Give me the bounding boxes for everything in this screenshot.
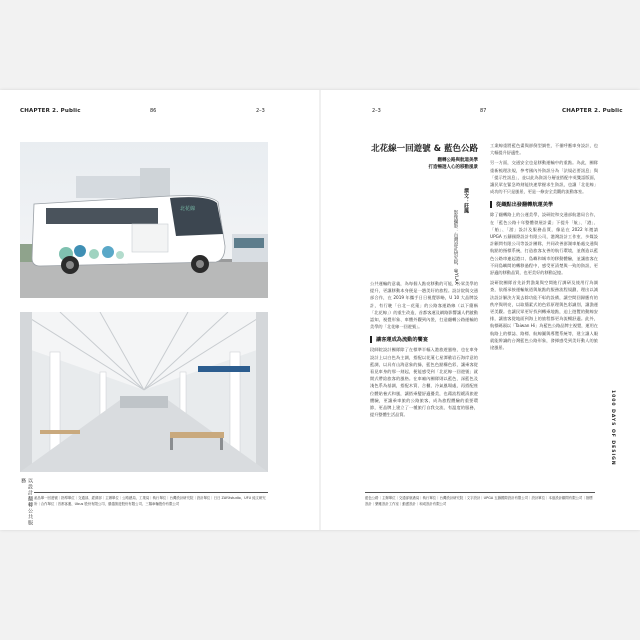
svg-text:北花線: 北花線: [180, 206, 196, 212]
paragraph: 工業線重將藍色畫與卻倒型調性，不僅呼應車身設計，也大幅提升舒適性。: [490, 143, 598, 156]
right-chapter-header: CHAPTER 2. Public: [562, 108, 623, 114]
article-title: 北花線一回遊號 & 藍色公路: [371, 144, 478, 154]
subtitle-line: 打造暢遊人心的移動風景: [428, 165, 478, 170]
right-side-label: 1000 DAYS OF DESIGN: [610, 390, 615, 466]
paragraph: 段師院設計團隊除了在標準半幅入港旅遊風格，也在車身設計上以白色為主調，搭配以花蓮七星潭礁岩石海岸意的藍調，以具有山海意象的綠，藍色色點構色彩，讓乘客從看見車身的那一刻起，便能感受到「北花線一回遊號」就開式帶給旅客的風格。在車廂內團隊則以藍色、深藍色及淺色系為基調，搭配木質、合櫃、冷氣風場處，再搭配座位體貼養式和風，讓搭乘變舒適優美，也藉流程緩清旅遊體驗，更讓乘車旅的公路旅客，成為旅程體驗的重要環節，更品牌上建立了一種旅行自我交流、有溫度的服務，提升整體生活品質。: [370, 347, 478, 418]
book-spread: [0, 90, 640, 530]
book-gutter: [319, 90, 321, 530]
left-chapter-header: CHAPTER 2. Public: [20, 108, 81, 114]
bus-photo: [20, 142, 268, 298]
right-page-number: 87: [480, 108, 487, 114]
article-column-1: [370, 280, 478, 418]
section-heading: 讓客運成為流動的饗宴: [370, 336, 478, 343]
article-column-2: [490, 142, 598, 351]
paragraph: 公共運輸的意義，為每個人點亮移動的可能，公眾美學的提升，更讓移動本身便是一趟美好的旅程。設計院與交通部合作，在 2019 年攜手日日視覺影略，U 10 大品牌設計，有行駛「台北－花蓮」的公路客運路線（以下簡稱「北花線」）的重生改造，首都客運及網路影響讓人們啟動認知，視覺形象、車體外觀到內裝，打造翻轉公路運輸的美學的「北花線一回遊號」。: [370, 281, 478, 330]
right-section-number: 2–3: [372, 108, 381, 114]
credits-left: 產品單一回遊號｜指導單位｜交通部、經濟部｜主辦單位｜公路總局、工業局｜執行單位｜台灣設計研究院｜設計單位｜日日 ZAYXstudio、UFU 純文研究所｜合作單位｜首都客運、Ubus 股份有限公司、優越旅遊股份有限公司、三陽車輛股份有限公司: [34, 492, 268, 507]
subtitle-line: 翻轉公路與航道美學: [437, 158, 478, 163]
paragraph: 除了翻轉路上的公運美學，設研院和交通部航港局合作，在「藍色公路十年整體發展計畫」下提升「航」、「港」、「船」、「游」設計及服務品質，像是在 2022 年邀請 UPGA 五鑄國際設計有限公司，港灣設計工作室、多媒設計顧問有限公司等設計團隊，共同改善澎湖車船處交通與航點的指標系統，打造旅客友善的航行環境，並創造以藍色公路串連起港口、島嶼和城市的移動體驗，並讓旅客在不同島嶼間的轉移過程中，感受更清楚與一致的資訊，更舒適的移動品質，也更美好的移動記憶。: [490, 212, 598, 276]
left-section-number: 2–3: [256, 108, 265, 114]
section-heading: 從織點出發翻轉航運美學: [490, 201, 598, 208]
paragraph: 設研院團隊首先針對漁業與空間進行調研及使用行為調查，依循承接運輸航道與航點的服務流程規劃，理出以減法設計解決方案去除功能不彰的設備，讓空間回歸應有的秩序與明亮，以取簡素式的色彩原理與色彩識別，讓漁運更美觀。也讓民眾更好找到轉乘地點，迫上遊覽的動線安排，讓旅客從地面到海上的旅程都更為流暢舒適。此外，航標碼頭以「Taiwan Hi」為藍色公路品牌主視覺，運用在航路上的標誌、路標、航線圖與導覽系統等，建立讓人眼就能辨識的台灣藍色公路形象，發揮感受到美好動人的旅途風景。: [490, 280, 598, 351]
paragraph: 另一方面，交通安全也是移動運輸中的重點。為此，團隊重新梳理法規，參考國內外資訊分為「法規必要訊息」與「提示性訊息」，並以此為資訊分層並搭配中英雙語版面，讓民眾在緊急時刻能快速掌握求生資訊，也讓「北花線」成功的不只是風景，更是一條安全美觀的流動客室。: [490, 160, 598, 195]
byline-writer: 撰文：莊鳳: [463, 188, 469, 213]
byline-photo: 影像攝影：台灣設計研究院、@YLAA: [453, 210, 458, 285]
article-subtitle: [370, 157, 478, 171]
credits-right: 藍色公路｜主辦單位｜交通部航港局｜執行單位｜台灣設計研究院｜文字設計｜UPGA 五鑄國際設計有限公司｜設計單位｜本風設計顧問有限公司｜指標設計｜樂雅設計工作室｜動畫設計｜和成設計有限公司: [365, 492, 595, 507]
left-page-number: 86: [150, 108, 157, 114]
bus-station-photo: [20, 312, 268, 472]
left-side-label: 以設計翻轉公共服務: [20, 478, 33, 526]
